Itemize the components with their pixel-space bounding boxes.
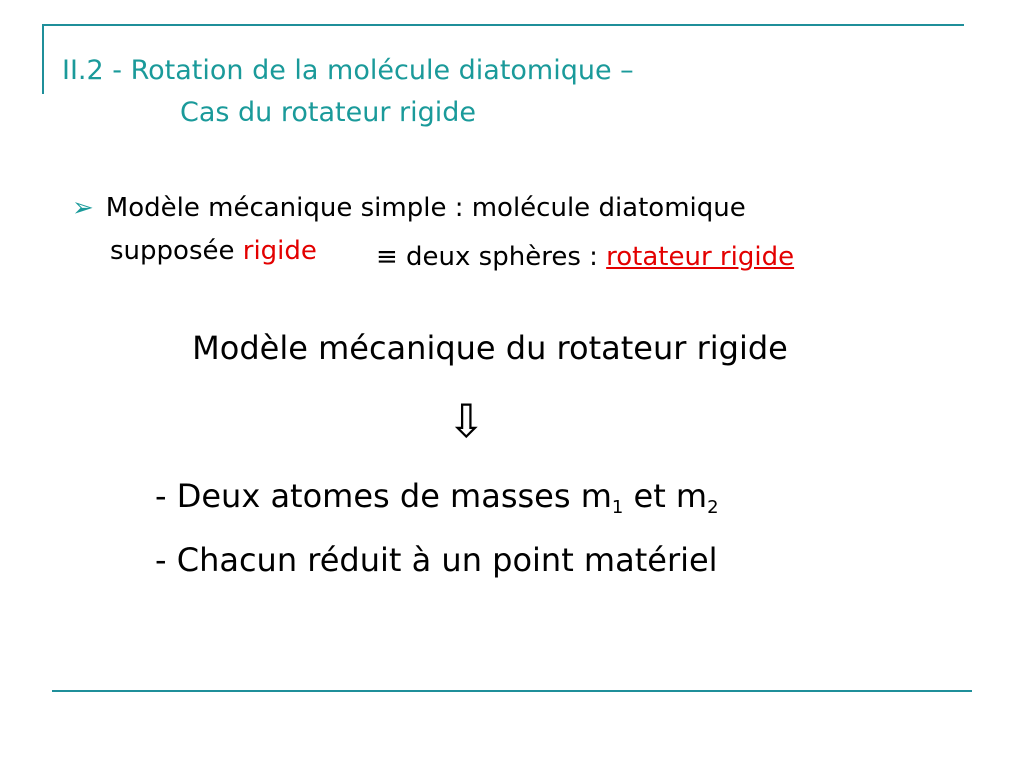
bullet-line-2-prefix: supposée: [110, 236, 243, 266]
slide-title-line-2: Cas du rotateur rigide: [180, 97, 477, 128]
frame-top-rule: [42, 24, 964, 26]
bullet-line-1-text: Modèle mécanique simple : molécule diatomique: [105, 193, 746, 223]
list-item-masses: [155, 477, 719, 518]
subscript-2: 2: [707, 497, 719, 518]
frame-bottom-rule: [52, 690, 972, 692]
center-heading: Modèle mécanique du rotateur rigide: [192, 329, 788, 367]
frame-left-rule: [42, 24, 44, 94]
list-item-masses-prefix: - Deux atomes de masses m: [155, 477, 612, 515]
bullet-line-3-prefix: ≡ deux sphères :: [376, 242, 607, 272]
rigide-highlight: rigide: [242, 236, 317, 266]
list-item-point: - Chacun réduit à un point matériel: [155, 541, 718, 579]
down-arrow-icon: ⇩: [447, 394, 486, 448]
list-item-masses-mid: et m: [623, 477, 708, 515]
bullet-line-1: [72, 195, 746, 221]
rotateur-rigide-highlight: rotateur rigide: [606, 242, 795, 272]
subscript-1: 1: [611, 497, 624, 518]
bullet-line-3: [376, 244, 794, 270]
slide-title-line-1: II.2 - Rotation de la molécule diatomique –: [62, 55, 634, 86]
arrowhead-bullet-icon: ➢: [72, 193, 94, 223]
bullet-line-2: [110, 238, 317, 264]
